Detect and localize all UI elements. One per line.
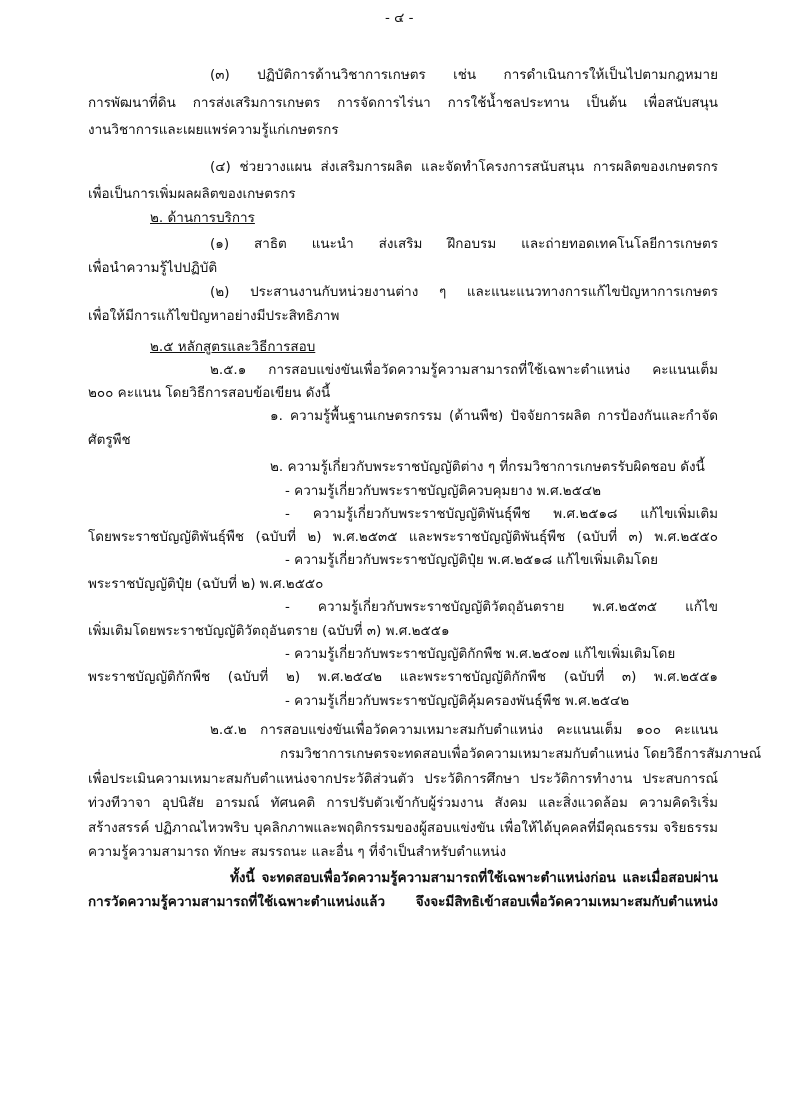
text-line: ศัตรูพืช bbox=[88, 432, 131, 448]
text-line: (๓) ปฏิบัติการด้านวิชาการเกษตร เช่น การดำเนินการให้เป็นไปตามกฎหมาย bbox=[210, 67, 718, 83]
text-line: เพิ่มเติมโดยพระราชบัญญัติวัตถุอันตราย (ฉบับที่ ๓) พ.ศ.๒๕๕๑ bbox=[88, 623, 450, 639]
text-line: พระราชบัญญัติปุ๋ย (ฉบับที่ ๒) พ.ศ.๒๕๕๐ bbox=[88, 576, 324, 592]
text-line: โดยพระราชบัญญัติพันธุ์พืช (ฉบับที่ ๒) พ.ศ.๒๕๓๕ และพระราชบัญญัติพันธุ์พืช (ฉบับที่ ๓) พ.ศ.๒๕๕๐ bbox=[88, 529, 718, 545]
text-line: - ความรู้เกี่ยวกับพระราชบัญญัติควบคุมยาง พ.ศ.๒๕๔๒ bbox=[285, 483, 602, 499]
text-line: ๒.๕.๒ การสอบแข่งขันเพื่อวัดความเหมาะสมกับตำแหน่ง คะแนนเต็ม ๑๐๐ คะแนน bbox=[210, 722, 718, 738]
text-line: ๒. ความรู้เกี่ยวกับพระราชบัญญัติต่าง ๆ ที่กรมวิชาการเกษตรรับผิดชอบ ดังนี้ bbox=[270, 459, 705, 475]
text-line: การวัดความรู้ความสามารถที่ใช้เฉพาะตำแหน่งแล้ว จึงจะมีสิทธิเข้าสอบเพื่อวัดความเหมาะสมกับตำแหน่ง bbox=[88, 894, 718, 910]
section-heading: ๒.๕ หลักสูตรและวิธีการสอบ bbox=[150, 339, 316, 355]
text-line: การพัฒนาที่ดิน การส่งเสริมการเกษตร การจัดการไร่นา การใช้น้ำชลประทาน เป็นต้น เพื่อสนับสนุน bbox=[88, 95, 718, 111]
text-line: เพื่อนำความรู้ไปปฏิบัติ bbox=[88, 260, 218, 276]
section-heading: ๒. ด้านการบริการ bbox=[150, 210, 255, 226]
text-line: - ความรู้เกี่ยวกับพระราชบัญญัติปุ๋ย พ.ศ.๒๕๑๘ แก้ไขเพิ่มเติมโดย bbox=[285, 552, 658, 568]
text-line: ๒.๕.๑ การสอบแข่งขันเพื่อวัดความรู้ความสามารถที่ใช้เฉพาะตำแหน่ง คะแนนเต็ม bbox=[210, 362, 718, 378]
text-line: พระราชบัญญัติกักพืช (ฉบับที่ ๒) พ.ศ.๒๕๔๒ และพระราชบัญญัติกักพืช (ฉบับที่ ๓) พ.ศ.๒๕๕๑ bbox=[88, 669, 718, 685]
text-line: เพื่อประเมินความเหมาะสมกับตำแหน่งจากประวัติส่วนตัว ประวัติการศึกษา ประวัติการทำงาน ประสบการณ์ bbox=[88, 771, 718, 787]
text-line: (๑) สาธิต แนะนำ ส่งเสริม ฝึกอบรม และถ่ายทอดเทคโนโลยีการเกษตร bbox=[210, 236, 718, 252]
text-line: (๒) ประสานงานกับหน่วยงานต่าง ๆ และแนะแนวทางการแก้ไขปัญหาการเกษตร bbox=[210, 284, 718, 300]
text-line: กรมวิชาการเกษตรจะทดสอบเพื่อวัดความเหมาะสมกับตำแหน่ง โดยวิธีการสัมภาษณ์ bbox=[280, 746, 762, 762]
page-number: - ๔ - bbox=[385, 10, 414, 26]
text-line: ท่วงทีวาจา อุปนิสัย อารมณ์ ทัศนคติ การปรับตัวเข้ากับผู้ร่วมงาน สังคม และสิ่งแวดล้อม ความคิดริเริ่ม bbox=[88, 795, 718, 811]
text-line: - ความรู้เกี่ยวกับพระราชบัญญัติกักพืช พ.ศ.๒๕๐๗ แก้ไขเพิ่มเติมโดย bbox=[285, 646, 676, 662]
text-line: (๔) ช่วยวางแผน ส่งเสริมการผลิต และจัดทำโครงการสนับสนุน การผลิตของเกษตรกร bbox=[210, 159, 718, 175]
text-line: ความรู้ความสามารถ ทักษะ สมรรถนะ และอื่น ๆ ที่จำเป็นสำหรับตำแหน่ง bbox=[88, 844, 507, 860]
text-line: - ความรู้เกี่ยวกับพระราชบัญญัติพันธุ์พืช พ.ศ.๒๕๑๘ แก้ไขเพิ่มเติม bbox=[285, 506, 718, 522]
text-line: - ความรู้เกี่ยวกับพระราชบัญญัติวัตถุอันตราย พ.ศ.๒๕๓๕ แก้ไข bbox=[285, 599, 718, 615]
text-line: ๒๐๐ คะแนน โดยวิธีการสอบข้อเขียน ดังนี้ bbox=[88, 385, 331, 401]
text-line: ๑. ความรู้พื้นฐานเกษตรกรรม (ด้านพืช) ปัจจัยการผลิต การป้องกันและกำจัด bbox=[270, 408, 718, 424]
text-line: - ความรู้เกี่ยวกับพระราชบัญญัติคุ้มครองพันธุ์พืช พ.ศ.๒๕๔๒ bbox=[285, 693, 630, 709]
text-line: เพื่อให้มีการแก้ไขปัญหาอย่างมีประสิทธิภาพ bbox=[88, 308, 340, 324]
text-line: สร้างสรรค์ ปฏิภาณไหวพริบ บุคลิกภาพและพฤติกรรมของผู้สอบแข่งขัน เพื่อให้ได้บุคคลที่มีคุณธรรม จริยธรรม bbox=[88, 820, 718, 836]
text-line: เพื่อเป็นการเพิ่มผลผลิตของเกษตรกร bbox=[88, 186, 296, 202]
text-line: ทั้งนี้ จะทดสอบเพื่อวัดความรู้ความสามารถที่ใช้เฉพาะตำแหน่งก่อน และเมื่อสอบผ่าน bbox=[230, 870, 718, 886]
text-line: งานวิชาการและเผยแพร่ความรู้แก่เกษตรกร bbox=[88, 122, 339, 138]
